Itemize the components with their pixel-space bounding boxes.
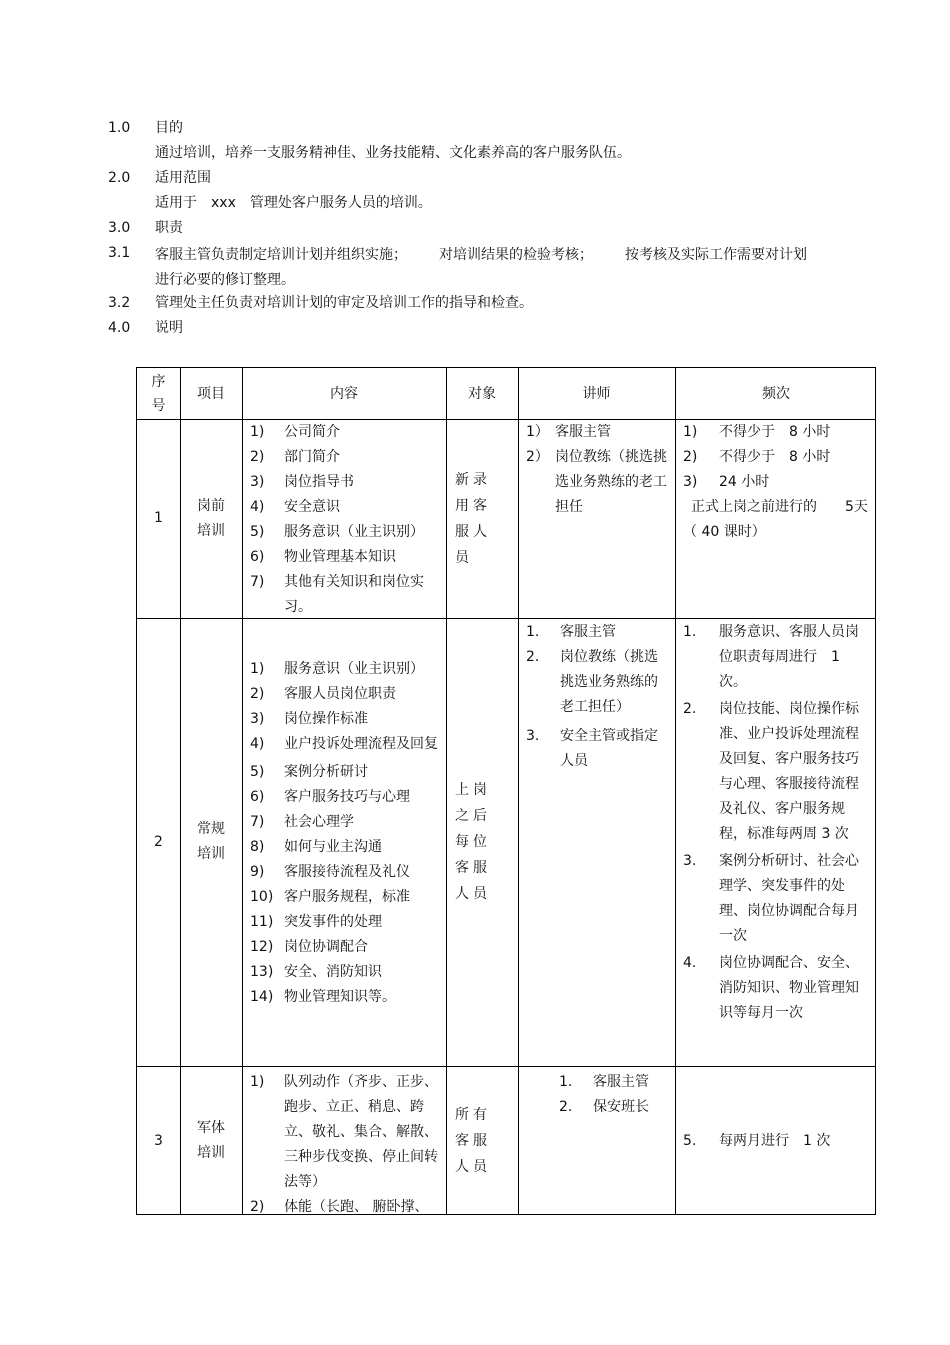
header-item: 项目 xyxy=(197,385,225,402)
list-item: 3) 岗位操作标准 xyxy=(250,711,368,727)
list-item: 7) 社会心理学 xyxy=(250,814,354,830)
section-3-1 xyxy=(108,243,155,263)
list-item: 1) 不得少于 8 小时 xyxy=(683,424,831,440)
section-title: 管理处主任负责对培训计划的审定及培训工作的指导和检查。 xyxy=(155,295,533,311)
list-item: 6) 客户服务技巧与心理 xyxy=(250,789,410,805)
resp-part-1: 客服主管负责制定培训计划并组织实施； xyxy=(155,247,407,263)
list-item: 5. 每两月进行 1 次 xyxy=(683,1132,831,1149)
section-number: 4.0 xyxy=(108,320,131,336)
row2-frequency xyxy=(675,620,877,1026)
list-item: 1. 客服主管 xyxy=(526,624,616,640)
header-lecturer: 讲师 xyxy=(582,385,611,402)
list-item: 1) 服务意识（业主识别） xyxy=(250,661,424,677)
row2-no: 2 xyxy=(154,833,163,850)
list-item: 4) 安全意识 xyxy=(250,499,340,515)
list-item: 2. 岗位教练（挑选挑选业务熟练的老工担任） xyxy=(526,649,658,715)
row1-no: 1 xyxy=(154,510,163,526)
list-item: 7) 其他有关知识和岗位实习。 xyxy=(250,574,424,615)
row1-frequency xyxy=(675,420,877,545)
list-item: 3) 岗位指导书 xyxy=(250,474,354,490)
row2-item: 常规培训 xyxy=(197,821,225,862)
list-item: 8) 如何与业主沟通 xyxy=(250,839,382,855)
section-number: 2.0 xyxy=(108,170,131,186)
list-item: 12) 岗位协调配合 xyxy=(250,939,368,955)
list-item: 10) 客户服务规程，标准 xyxy=(250,889,410,905)
list-item: 1. 客服主管 xyxy=(559,1074,649,1090)
row3-lecturer xyxy=(518,1070,675,1120)
list-item: 2) 体能（长跑、 腑卧撑、 xyxy=(250,1199,429,1215)
header-content: 内容 xyxy=(330,385,358,402)
list-item: 3) 24 小时 xyxy=(683,474,770,490)
section-2-0 xyxy=(108,168,211,188)
purpose-text: 通过培训，培养一支服务精神佳、业务技能精、文化素养高的客户服务队伍。 xyxy=(155,145,631,161)
section-1-0 xyxy=(108,118,183,138)
responsibility-3-1 xyxy=(155,243,820,293)
list-item: 11) 突发事件的处理 xyxy=(250,914,382,930)
section-number: 3.1 xyxy=(108,245,131,261)
list-item: 4. 岗位协调配合、安全、消防知识、物业管理知识等每月一次 xyxy=(683,955,859,1021)
header-frequency: 频次 xyxy=(762,385,790,402)
section-title: 说明 xyxy=(155,320,183,336)
list-item: 2) 不得少于 8 小时 xyxy=(683,449,831,465)
row1-lecturer xyxy=(518,420,675,520)
row3-no: 3 xyxy=(154,1132,163,1149)
section-number: 3.0 xyxy=(108,220,131,236)
list-item: 9) 客服接待流程及礼仪 xyxy=(250,864,410,880)
frequency-note: 正式上岗之前进行的 5天（ 40 课时） xyxy=(683,499,868,540)
list-item: 1） 客服主管 xyxy=(526,424,611,440)
row1-item: 岗前培训 xyxy=(197,497,225,539)
row3-item: 军体培训 xyxy=(197,1120,225,1161)
row1-target: 新录用客服人员 xyxy=(455,471,491,566)
row2-target: 上岗之后每位客服人员 xyxy=(455,782,491,902)
section-number: 3.2 xyxy=(108,295,131,311)
section-3-0 xyxy=(108,218,183,238)
training-table xyxy=(136,367,876,1215)
list-item: 1) 公司简介 xyxy=(250,424,340,440)
section-4-0 xyxy=(108,318,183,338)
section-3-2 xyxy=(108,293,533,313)
list-item: 2) 部门简介 xyxy=(250,449,340,465)
list-item: 2) 客服人员岗位职责 xyxy=(250,686,396,702)
list-item: 14) 物业管理知识等。 xyxy=(250,989,396,1005)
row2-lecturer xyxy=(518,620,675,774)
section-number: 1.0 xyxy=(108,120,131,136)
section-title: 目的 xyxy=(155,120,183,136)
row3-target: 所有客服人员 xyxy=(455,1107,491,1175)
scope-text: 适用于 xxx 管理处客户服务人员的培训。 xyxy=(155,195,432,211)
section-title: 职责 xyxy=(155,220,183,236)
row3-frequency xyxy=(675,1066,877,1216)
row2-content xyxy=(242,657,446,1010)
list-item: 5) 服务意识（业主识别） xyxy=(250,524,424,540)
row3-content xyxy=(242,1070,446,1216)
resp-part-3: 按考核及实际工作需要对计划进行必要的修订整理。 xyxy=(155,247,807,288)
list-item: 4) 业户投诉处理流程及回复 xyxy=(250,736,438,752)
section-title: 适用范围 xyxy=(155,170,211,186)
list-item: 1) 队列动作（齐步、正步、跑步、立正、稍息、跨立、敬礼、集合、解散、三种步伐变换、停止间转法等） xyxy=(250,1074,438,1190)
list-item: 2. 保安班长 xyxy=(559,1099,649,1115)
resp-part-2: 对培训结果的检验考核； xyxy=(439,247,593,263)
list-item: 3. 案例分析研讨、社会心理学、突发事件的处理、岗位协调配合每月一次 xyxy=(683,853,859,944)
row1-content xyxy=(242,420,446,620)
list-item: 3. 安全主管或指定人员 xyxy=(526,728,658,769)
list-item: 1. 服务意识、客服人员岗位职责每周进行 1 次。 xyxy=(683,624,859,690)
header-target: 对象 xyxy=(468,385,496,402)
list-item: 13) 安全、消防知识 xyxy=(250,964,382,980)
list-item: 2. 岗位技能、岗位操作标准、业户投诉处理流程及回复、客户服务技巧与心理、客服接待流程及礼仪、客户服务规程，标准每两周 3 次 xyxy=(683,701,859,842)
list-item: 6) 物业管理基本知识 xyxy=(250,549,396,565)
list-item: 2） 岗位教练（挑选挑选业务熟练的老工担任 xyxy=(526,449,667,515)
header-no: 序号 xyxy=(151,373,166,414)
list-item: 5) 案例分析研讨 xyxy=(250,764,368,780)
